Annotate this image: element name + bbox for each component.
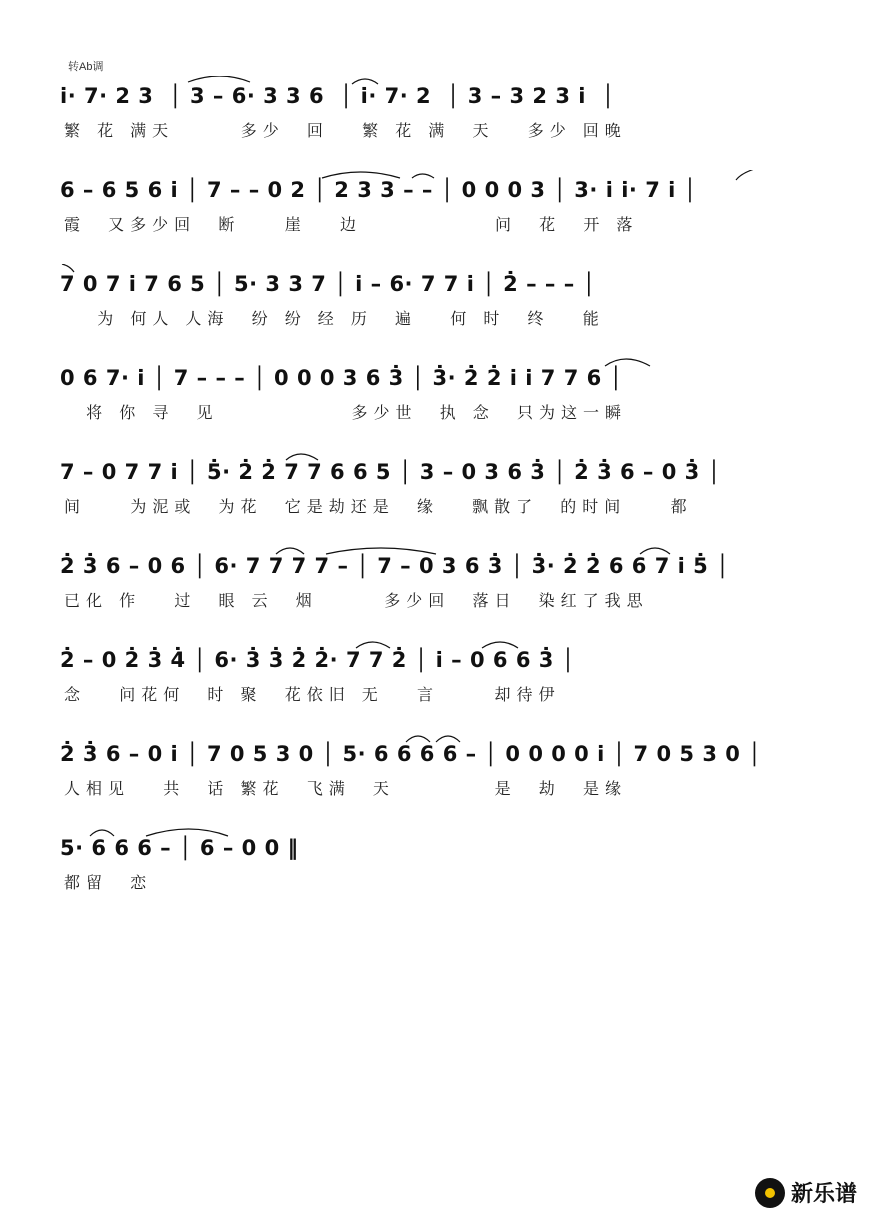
site-logo <box>755 1177 857 1208</box>
score-system-8 <box>60 734 830 814</box>
lyric-line: 间 为泥或 为花 它是劫还是 缘 飘散了 的时间 都 <box>64 497 693 516</box>
lyric-line: 将 你 寻 见 多少世 执 念 只为这一瞬 <box>64 403 627 422</box>
notation-line: 2̇ – 0 2̇ 3̇ 4̇ │ 6· 3̇ 3̇ 2̇ 2̇· 7 7 2̇ │ i̇ – 0 6 6 3̇ │ <box>60 648 575 672</box>
notation-line: 7 – 0 7 7 i̇ │ 5̇· 2̇ 2̇ 7 7 6 6 5 │ 3 – 0 3 6 3̇ │ 2̇ 3̇ 6 – 0 3̇ │ <box>60 460 721 484</box>
score-system-7 <box>60 640 830 720</box>
score-system-3 <box>60 264 830 344</box>
notation-line: 0 6 7· i̇ │ 7 – – – │ 0 0 0 3 6 3̇ │ 3̇· 2̇ 2̇ i̇ i̇ 7 7 6 │ <box>60 366 623 390</box>
score-system-1 <box>60 76 830 156</box>
score-system-2 <box>60 170 830 250</box>
lyric-line: 都留 恋 <box>64 873 153 892</box>
score-system-9 <box>60 828 830 908</box>
lyric-line: 为 何人 人海 纷 纷 经 历 遍 何 时 终 能 <box>64 309 605 328</box>
record-disc-icon <box>755 1178 785 1208</box>
notation-line: 2̇ 3̇ 6 – 0 6 │ 6· 7 7 7 7 – │ 7 – 0 3 6 3̇ │ 3̇· 2̇ 2̇ 6 6 7 i̇ 5̇ │ <box>60 554 730 578</box>
score-system-5 <box>60 452 830 532</box>
lyric-line: 人相见 共 话 繁花 飞满 天 是 劫 是缘 <box>64 779 627 798</box>
notation-line: 2̇ 3̇ 6 – 0 i̇ │ 7 0 5 3 0 │ 5· 6 6 6 6 – │ 0 0 0 0 i̇ │ 7 0 5 3 0 │ <box>60 742 762 766</box>
notation-line: 5· 6 6 6 – │ 6 – 0 0 ‖ <box>60 836 299 860</box>
key-change-label: 转Ab调 <box>68 61 104 73</box>
lyric-line: 霞 又多少回 断 崖 边 问 花 开 落 <box>64 215 639 234</box>
score-system-6 <box>60 546 830 626</box>
notation-line: i̇· 7· 2 3 │ 3 – 6· 3 3 6 │ i̇· 7· 2 │ 3 – 3 2 3 i̇ │ <box>60 84 615 108</box>
lyric-line: 念 问花何 时 聚 花依旧 无 言 却待伊 <box>64 685 561 704</box>
notation-line: 7 0 7 i̇ 7 6 5 │ 5· 3 3 7 │ i̇ – 6· 7 7 i̇ │ 2̇ – – – │ <box>60 272 596 296</box>
notation-line: 6 – 6 5 6 i̇ │ 7 – – 0 2 │ 2 3 3 – – │ 0 0 0 3 │ 3· i̇ i̇· 7 i̇ │ <box>60 178 697 202</box>
lyric-line: 繁 花 满天 多少 回 繁 花 满 天 多少 回晚 <box>64 121 627 140</box>
lyric-line: 已化 作 过 眼 云 烟 多少回 落日 染红了我思 <box>64 591 649 610</box>
logo-text: 新乐谱 <box>791 1182 858 1207</box>
score-system-4 <box>60 358 830 438</box>
